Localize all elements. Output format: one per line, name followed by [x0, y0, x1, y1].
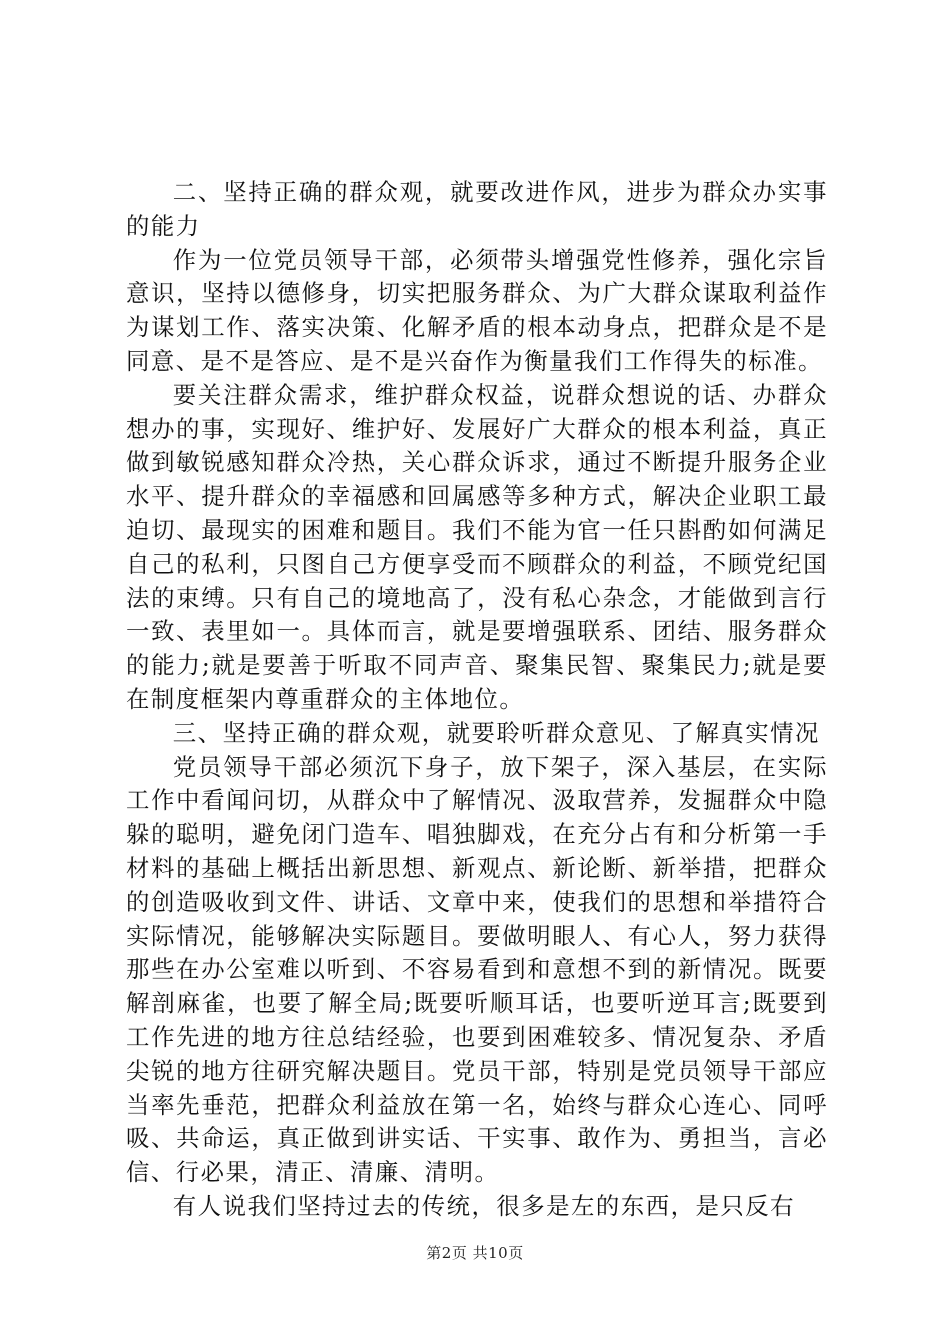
body-paragraph: 要关注群众需求，维护群众权益，说群众想说的话、办群众想办的事，实现好、维护好、发展好广大群众的根本利益，真正做到敏锐感知群众冷热，关心群众诉求，通过不断提升服务企业水平、提升群众的幸福感和回属感等多种方式，解决企业职工最迫切、最现实的困难和题目。我们不能为官一任只斟酌如何满足自己的私利，只图自己方便享受而不顾群众的利益，不顾党纪国法的束缚。只有自己的境地高了，没有私心杂念，才能做到言行一致、表里如一。具体而言，就是要增强联系、团结、服务群众的能力;就是要善于听取不同声音、聚集民智、聚集民力;就是要在制度框架内尊重群众的主体地位。 [126, 380, 828, 713]
page-footer: 第2页 共10页 [426, 1244, 524, 1262]
document-body [126, 176, 828, 1224]
body-paragraph: 有人说我们坚持过去的传统，很多是左的东西，是只反右 [172, 1191, 796, 1220]
body-paragraph: 党员领导干部必须沉下身子，放下架子，深入基层，在实际工作中看闻问切，从群众中了解情况、汲取营养，发掘群众中隐躲的聪明，避免闭门造车、唱独脚戏，在充分占有和分析第一手材料的基础上概括出新思想、新观点、新论断、新举措，把群众的创造吸收到文件、讲话、文章中来，使我们的思想和举措符合实际情况，能够解决实际题目。要做明眼人、有心人，努力获得那些在办公室难以听到、不容易看到和意想不到的新情况。既要解剖麻雀，也要了解全局;既要听顺耳话，也要听逆耳言;既要到工作先进的地方往总结经验，也要到困难较多、情况复杂、矛盾尖锐的地方往研究解决题目。党员干部，特别是党员领导干部应当率先垂范，把群众利益放在第一名，始终与群众心连心、同呼吸、共命运，真正做到讲实话、干实事、敢作为、勇担当，言必信、行必果，清正、清廉、清明。 [126, 752, 828, 1187]
body-paragraph: 作为一位党员领导干部，必须带头增强党性修养，强化宗旨意识，坚持以德修身，切实把服务群众、为广大群众谋取利益作为谋划工作、落实决策、化解矛盾的根本动身点，把群众是不是同意、是不是答应、是不是兴奋作为衡量我们工作得失的标准。 [126, 245, 828, 375]
section-heading-three: 三、坚持正确的群众观，就要聆听群众意见、了解真实情况 [172, 718, 820, 747]
section-heading-two: 二、坚持正确的群众观，就要改进作风，进步为群众办实事的能力 [126, 178, 828, 240]
